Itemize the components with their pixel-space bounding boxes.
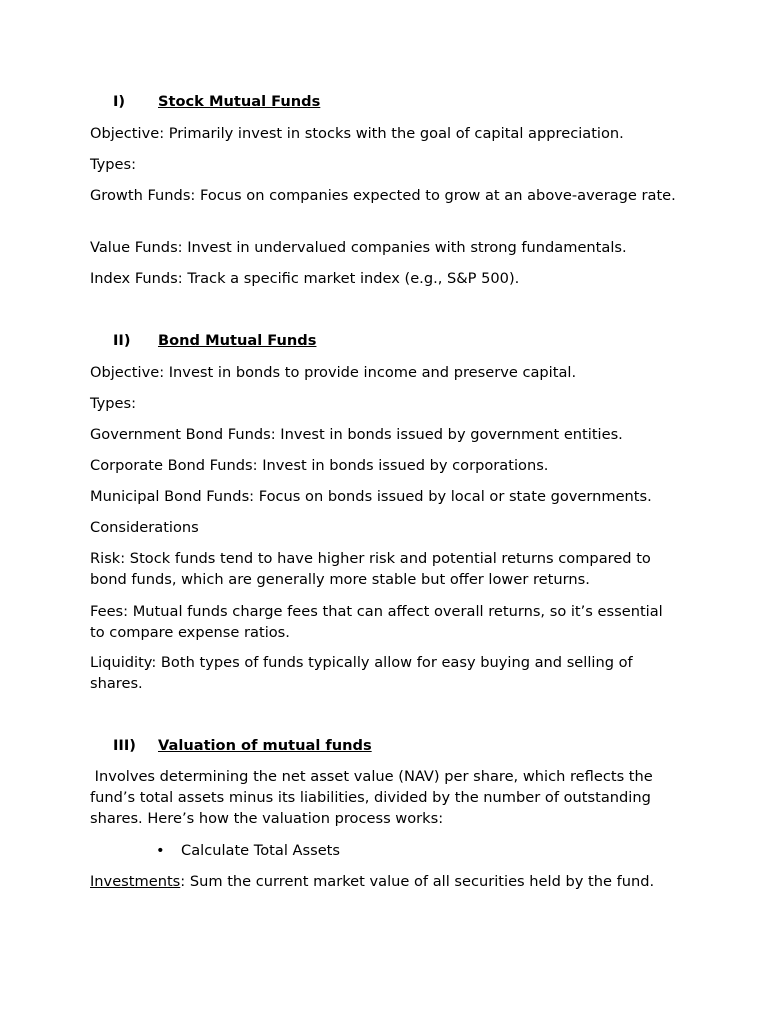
paragraph-objective: Objective: Invest in bonds to provide income and preserve capital.	[90, 364, 577, 381]
paragraph-risk: Risk: Stock funds tend to have higher risk and potential returns compared to bond funds, which are generally more stable but offer lower returns.	[90, 550, 651, 588]
bullet-icon: •	[156, 842, 165, 859]
section-heading-stock-mutual-funds	[113, 91, 320, 112]
paragraph-nav-intro: Involves determining the net asset value (NAV) per share, which reflects the fund’s total assets minus its liabilities, divided by the number of outstanding shares. Here’s how the valuation process works:	[90, 768, 658, 827]
paragraph-corporate-bond-funds: Corporate Bond Funds: Invest in bonds issued by corporations.	[90, 457, 549, 474]
section-heading-valuation	[113, 735, 372, 756]
section-number: II)	[113, 332, 131, 349]
section-title: Bond Mutual Funds	[158, 332, 317, 349]
paragraph-government-bond-funds: Government Bond Funds: Invest in bonds issued by government entities.	[90, 426, 623, 443]
paragraph-types-label: Types:	[90, 156, 137, 173]
investments-term: Investments	[90, 873, 181, 890]
paragraph-value-funds: Value Funds: Invest in undervalued companies with strong fundamentals.	[90, 239, 627, 256]
section-number: III)	[113, 737, 136, 754]
paragraph-objective: Objective: Primarily invest in stocks with the goal of capital appreciation.	[90, 125, 624, 142]
paragraph-municipal-bond-funds: Municipal Bond Funds: Focus on bonds issued by local or state governments.	[90, 488, 652, 505]
section-heading-bond-mutual-funds	[113, 330, 316, 351]
paragraph-investments	[90, 871, 680, 892]
paragraph-liquidity: Liquidity: Both types of funds typically allow for easy buying and selling of shares.	[90, 654, 633, 692]
investments-text: : Sum the current market value of all securities held by the fund.	[180, 873, 655, 890]
section-title: Stock Mutual Funds	[158, 93, 321, 110]
section-title: Valuation of mutual funds	[158, 737, 372, 754]
bullet-text: Calculate Total Assets	[181, 842, 341, 859]
paragraph-fees: Fees: Mutual funds charge fees that can affect overall returns, so it’s essential to compare expense ratios.	[90, 603, 663, 641]
bullet-list-item	[156, 840, 340, 861]
paragraph-index-funds: Index Funds: Track a specific market index (e.g., S&P 500).	[90, 270, 520, 287]
paragraph-growth-funds: Growth Funds: Focus on companies expected to grow at an above-average rate.	[90, 187, 676, 204]
section-number: I)	[113, 93, 126, 110]
paragraph-considerations-label: Considerations	[90, 519, 199, 536]
paragraph-types-label: Types:	[90, 395, 137, 412]
